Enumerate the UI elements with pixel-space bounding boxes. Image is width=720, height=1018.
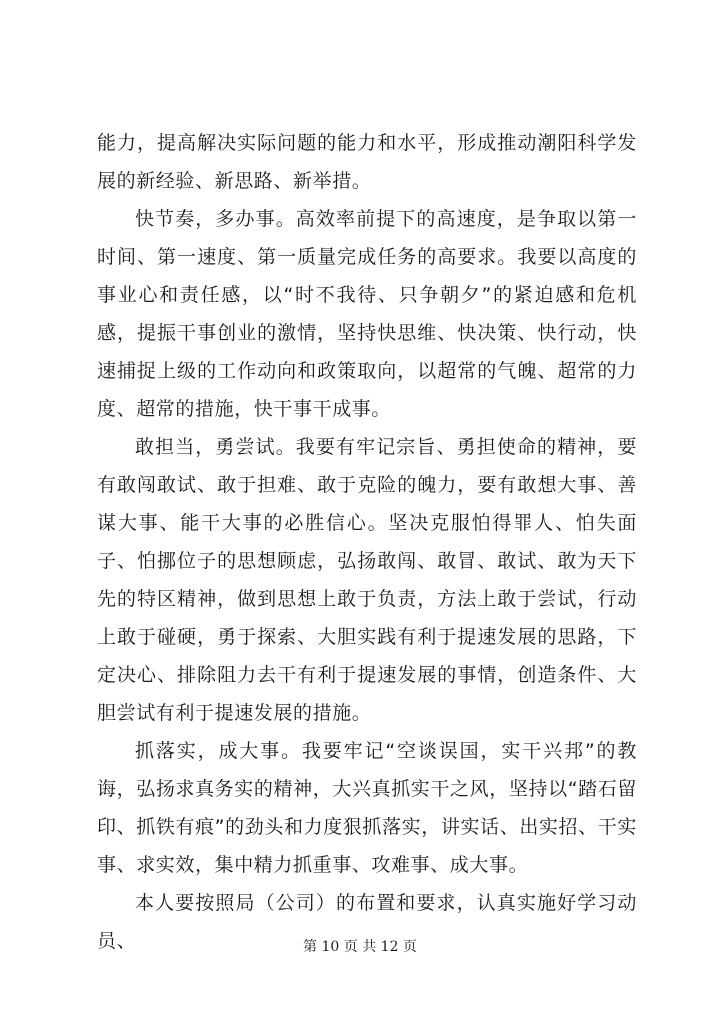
paragraph-fast-pace: 快节奏，多办事。高效率前提下的高速度，是争取以第一时间、第一速度、第一质量完成任务的高要求。我要以高度的事业心和责任感，以“时不我待、只争朝夕”的紧迫感和危机感，提振干事创业的激情，坚持快思维、快决策、快行动，快速捕捉上级的工作动向和政策取向，以超常的气魄、超常的力度、超常的措施，快干事干成事。 xyxy=(97,208,637,420)
document-body xyxy=(97,124,637,960)
paragraph-dare-to-take-charge: 敢担当，勇尝试。我要有牢记宗旨、勇担使命的精神，要有敢闯敢试、敢于担难、敢于克险的魄力，要有敢想大事、善谋大事、能干大事的必胜信心。坚决克服怕得罪人、怕失面子、怕挪位子的思想顾虑，弘扬敢闯、敢冒、敢试、敢为天下先的特区精神，做到思想上敢于负责，方法上敢于尝试，行动上敢于碰硬，勇于探索、大胆实践有利于提速发展的思路，下定决心、排除阻力去干有利于提速发展的事情，创造条件、大胆尝试有利于提速发展的措施。 xyxy=(97,436,637,724)
page-number-footer: 第 10 页 共 12 页 xyxy=(303,939,417,955)
paragraph-implementation: 抓落实，成大事。我要牢记“空谈误国，实干兴邦”的教诲，弘扬求真务实的精神，大兴真抓实干之风，坚持以“踏石留印、抓铁有痕”的劲头和力度狠抓落实，讲实话、出实招、干实事、求实效，集中精力抓重事、攻难事、成大事。 xyxy=(97,740,637,876)
paragraph-continuation: 能力，提高解决实际问题的能力和水平，形成推动潮阳科学发展的新经验、新思路、新举措。 xyxy=(97,132,637,192)
paragraph-arrangement: 本人要按照局（公司）的布置和要求，认真实施好学习动员、 xyxy=(97,892,637,952)
